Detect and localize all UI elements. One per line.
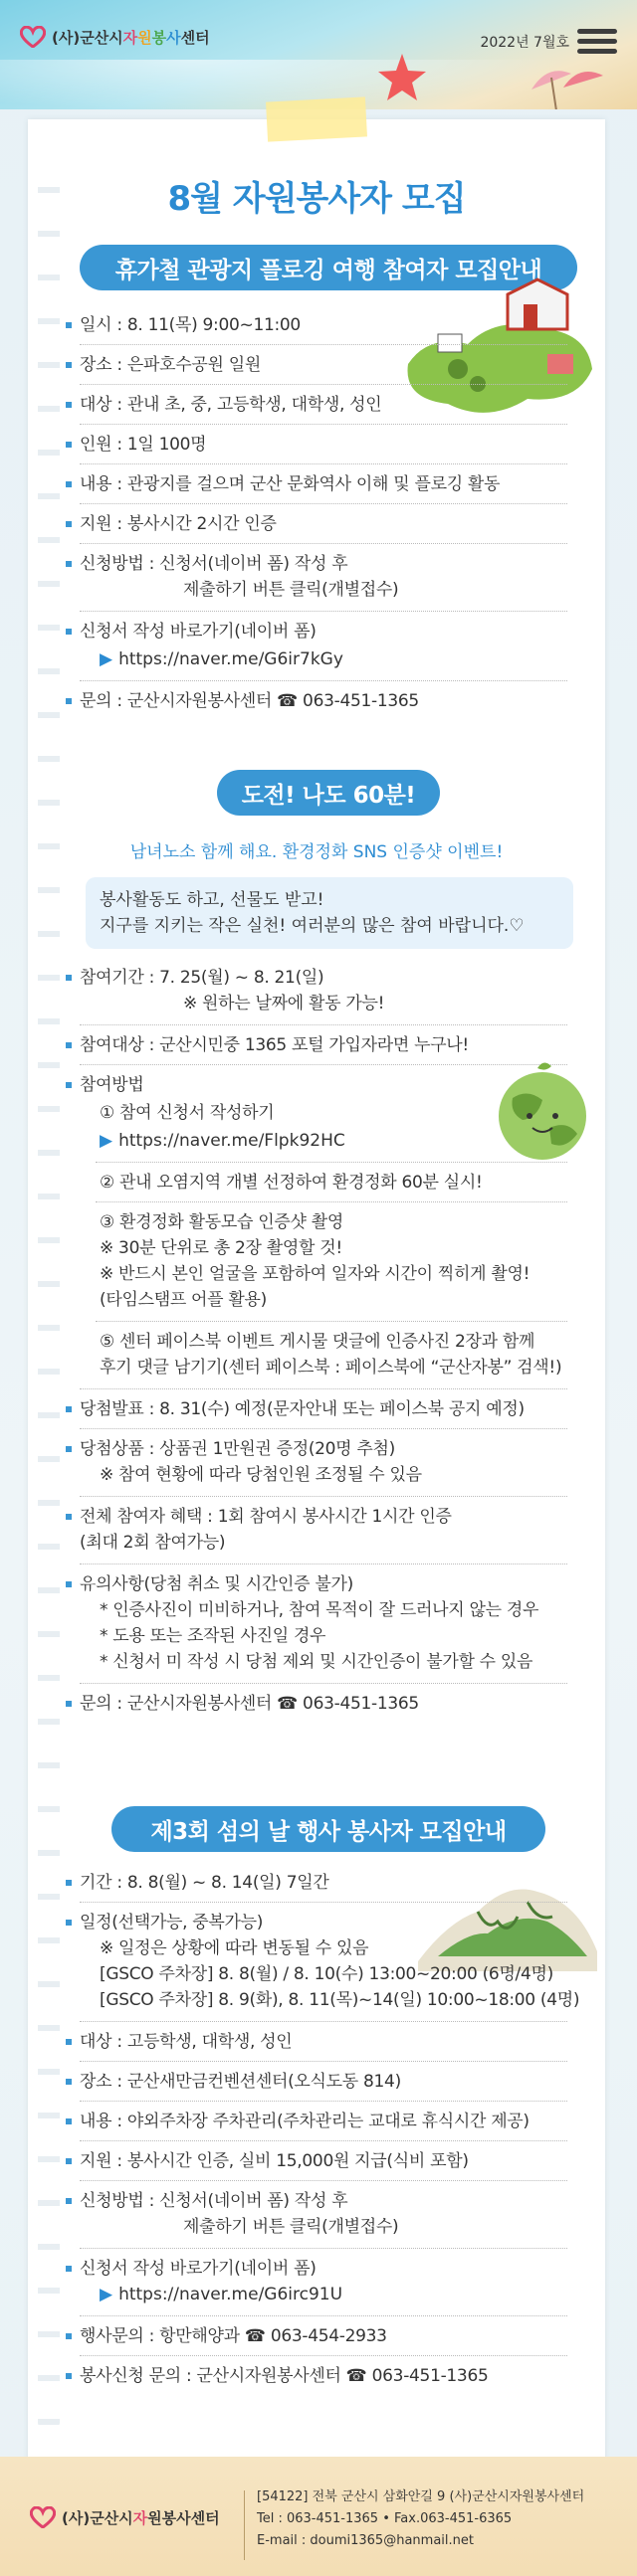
s3-link[interactable]: ▶ https://naver.me/G6irc91U bbox=[100, 2285, 343, 2304]
s1-support: 지원 : 봉사시간 2시간 인증 bbox=[80, 511, 277, 537]
heart-logo-icon bbox=[30, 2506, 56, 2528]
s2-step3: ③ 환경정화 활동모습 인증샷 촬영 bbox=[100, 1212, 343, 1232]
s3-schedule-sub2: [GSCO 주차장] 8. 8(월) / 8. 10(수) 13:00~20:00 (6명/4명) bbox=[100, 1964, 553, 1984]
s1-link[interactable]: ▶ https://naver.me/G6ir7kGy bbox=[100, 649, 343, 669]
s2-link[interactable]: ▶ https://naver.me/Flpk92HC bbox=[100, 1131, 345, 1151]
s3-schedule-sub3: [GSCO 주차장] 8. 9(화), 8. 11(목)~14(일) 10:00~18:00 (4명) bbox=[100, 1990, 580, 2010]
s2-benefit-sub: (최대 2회 참여가능) bbox=[80, 1533, 226, 1553]
s1-contact: 문의 : 군산시자원봉사센터 ☎ 063-451-1365 bbox=[80, 688, 419, 714]
s1-content: 내용 : 관광지를 걸으며 군산 문화역사 이해 및 플로깅 활동 bbox=[80, 471, 500, 497]
s2-period-sub: ※ 원하는 날짜에 활동 가능! bbox=[183, 994, 385, 1013]
s3-vol-contact: 봉사신청 문의 : 군산시자원봉사센터 ☎ 063-451-1365 bbox=[80, 2363, 488, 2389]
header-logo[interactable] bbox=[20, 26, 210, 48]
s2-announce: 당첨발표 : 8. 31(수) 예정(문자안내 또는 페이스북 공지 예정) bbox=[80, 1396, 525, 1422]
earth-illustration-icon bbox=[488, 1058, 597, 1168]
s2-prize-sub: ※ 참여 현황에 따라 당첨인원 조정될 수 있음 bbox=[100, 1465, 422, 1485]
footer-divider bbox=[244, 2490, 245, 2560]
s1-date: 일시 : 8. 11(목) 9:00~11:00 bbox=[80, 312, 301, 338]
s2-period: 참여기간 : 7. 25(월) ~ 8. 21(일) bbox=[80, 965, 323, 991]
s1-apply: 신청방법 : 신청서(네이버 폼) 작성 후 bbox=[80, 551, 347, 577]
s2-step3-sub2: ※ 반드시 본인 얼굴을 포함하여 일자와 시간이 찍히게 촬영! bbox=[100, 1264, 531, 1284]
tape-decoration bbox=[266, 96, 367, 141]
s2-step1: ① 참여 신청서 작성하기 bbox=[100, 1103, 275, 1123]
section2-title: 도전! 나도 60분! bbox=[217, 770, 440, 816]
footer-info bbox=[257, 2486, 584, 2552]
beach-umbrella-icon bbox=[528, 60, 607, 109]
menu-icon bbox=[577, 29, 617, 34]
arrow-right-icon: ▶ bbox=[100, 649, 113, 669]
menu-button[interactable] bbox=[577, 24, 617, 58]
s2-step5: ⑤ 센터 페이스북 이벤트 게시물 댓글에 인증사진 2장과 함께 bbox=[100, 1332, 535, 1352]
s3-period: 기간 : 8. 8(월) ~ 8. 14(일) 7일간 bbox=[80, 1870, 328, 1896]
s3-form: 신청서 작성 바로가기(네이버 폼) bbox=[80, 2256, 317, 2282]
s2-caution2: * 도용 또는 조작된 사진일 경우 bbox=[100, 1626, 326, 1646]
s2-prize: 당첨상품 : 상품권 1만원권 증정(20명 추첨) bbox=[80, 1436, 395, 1462]
s3-event-contact: 행사문의 : 항만해양과 ☎ 063-454-2933 bbox=[80, 2323, 387, 2349]
footer-logo-text: (사)군산시자원봉사센터 bbox=[62, 2508, 220, 2527]
s1-form: 신청서 작성 바로가기(네이버 폼) bbox=[80, 619, 317, 644]
s2-step3-sub3: (타임스탬프 어플 활용) bbox=[100, 1290, 267, 1310]
s1-count: 인원 : 1일 100명 bbox=[80, 432, 206, 458]
footer-logo[interactable] bbox=[30, 2506, 220, 2528]
section2-subtitle: 남녀노소 함께 해요. 환경정화 SNS 인증샷 이벤트! bbox=[129, 842, 504, 862]
s2-step2: ② 관내 오염지역 개별 선정하여 환경정화 60분 실시! bbox=[100, 1173, 483, 1193]
issue-date: 2022년 7월호 bbox=[480, 35, 569, 51]
s3-apply: 신청방법 : 신청서(네이버 폼) 작성 후 bbox=[80, 2188, 347, 2214]
footer-address: [54122] 전북 군산시 삼화안길 9 (사)군산시자원봉사센터 bbox=[257, 2489, 585, 2504]
s3-place: 장소 : 군산새만금컨벤션센터(오식도동 814) bbox=[80, 2069, 401, 2095]
s3-support: 지원 : 봉사시간 인증, 실비 15,000원 지급(식비 포함) bbox=[80, 2148, 469, 2174]
section1-title: 휴가철 관광지 플로깅 여행 참여자 모집안내 bbox=[80, 245, 577, 290]
heart-logo-icon bbox=[20, 26, 46, 48]
s3-content: 내용 : 야외주차장 주차관리(주차관리는 교대로 휴식시간 제공) bbox=[80, 2109, 530, 2134]
s3-schedule-sub1: ※ 일정은 상황에 따라 변동될 수 있음 bbox=[100, 1938, 369, 1958]
s3-apply-sub: 제출하기 버튼 클릭(개별접수) bbox=[183, 2217, 399, 2237]
page-title: 8월 자원봉사자 모집 bbox=[167, 179, 466, 219]
s2-benefit: 전체 참여자 혜택 : 1회 참여시 봉사시간 1시간 인증 bbox=[80, 1504, 452, 1530]
s2-step5-sub: 후기 댓글 남기기(센터 페이스북 : 페이스북에 “군산자봉” 검색!) bbox=[100, 1358, 562, 1378]
starfish-icon bbox=[376, 52, 428, 103]
s2-step3-sub1: ※ 30분 단위로 총 2장 촬영할 것! bbox=[100, 1238, 342, 1258]
map-illustration-icon bbox=[398, 275, 597, 434]
s2-caution1: * 인증사진이 미비하거나, 참여 목적이 잘 드러나지 않는 경우 bbox=[100, 1600, 539, 1620]
s1-target: 대상 : 관내 초, 중, 고등학생, 대학생, 성인 bbox=[80, 392, 381, 418]
logo-text: (사)군산시자원봉사센터 bbox=[52, 28, 210, 47]
arrow-right-icon: ▶ bbox=[100, 1131, 113, 1151]
s3-target: 대상 : 고등학생, 대학생, 성인 bbox=[80, 2029, 292, 2055]
section3-title: 제3회 섬의 날 행사 봉사자 모집안내 bbox=[111, 1806, 545, 1852]
s2-target: 참여대상 : 군산시민중 1365 포털 가입자라면 누구나! bbox=[80, 1032, 469, 1058]
s2-caution3: * 신청서 미 작성 시 당첨 제외 및 시간인증이 불가할 수 있음 bbox=[100, 1652, 533, 1672]
s1-apply-sub: 제출하기 버튼 클릭(개별접수) bbox=[183, 580, 399, 600]
s1-place: 장소 : 은파호수공원 일원 bbox=[80, 352, 261, 378]
s2-caution: 유의사항(당첨 취소 및 시간인증 불가) bbox=[80, 1571, 353, 1597]
s2-method: 참여방법 bbox=[80, 1072, 144, 1098]
footer-tel: Tel : 063-451-1365 • Fax.063-451-6365 bbox=[257, 2511, 513, 2526]
s2-contact: 문의 : 군산시자원봉사센터 ☎ 063-451-1365 bbox=[80, 1691, 419, 1717]
island-illustration-icon bbox=[418, 1862, 597, 1971]
notebook-binding bbox=[38, 159, 60, 2427]
arrow-right-icon: ▶ bbox=[100, 2285, 113, 2304]
s3-schedule: 일정(선택가능, 중복가능) bbox=[80, 1910, 263, 1935]
page-footer bbox=[0, 2457, 637, 2576]
page-header bbox=[0, 0, 637, 109]
footer-email[interactable]: E-mail : doumi1365@hanmail.net bbox=[257, 2533, 474, 2548]
section2-note: 봉사활동도 하고, 선물도 받고! 지구를 지키는 작은 실천! 여러분의 많은 참여 바랍니다.♡ bbox=[86, 877, 573, 949]
